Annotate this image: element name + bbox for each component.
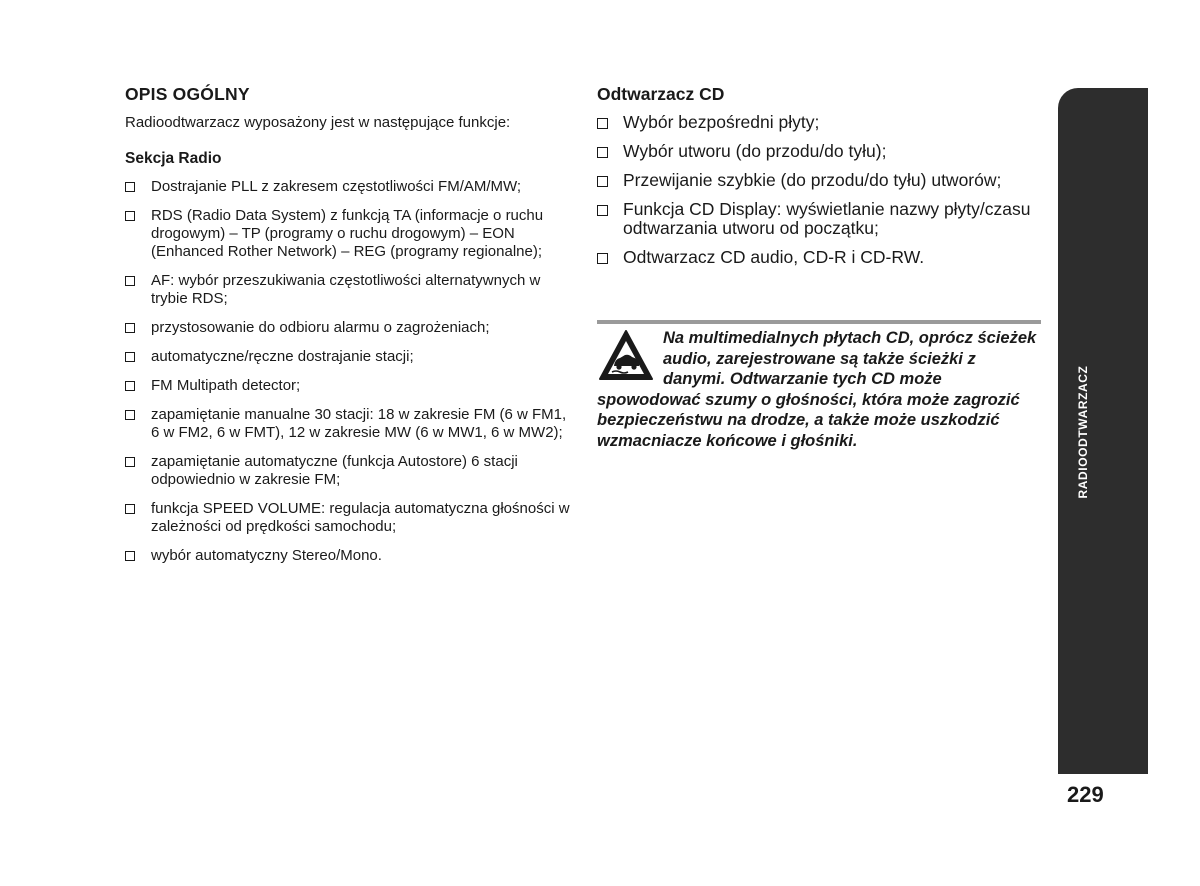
list-item: funkcja SPEED VOLUME: regulacja automatyczna głośności w zależności od prędkości samochodu;	[125, 500, 575, 536]
warning-text-block	[597, 328, 1037, 451]
list-item: zapamiętanie automatyczne (funkcja Autostore) 6 stacji odpowiednio w zakresie FM;	[125, 453, 575, 489]
checkbox-bullet-icon	[125, 323, 135, 333]
checkbox-bullet-icon	[597, 118, 608, 129]
list-item: RDS (Radio Data System) z funkcją TA (informacje o ruchu drogowym) – TP (programy o ruchu drogowym) – EON (Enhanced Rother Network) – REG (programy regionalne);	[125, 207, 575, 261]
list-item: przystosowanie do odbioru alarmu o zagrożeniach;	[125, 319, 575, 337]
checkbox-bullet-icon	[125, 381, 135, 391]
checkbox-bullet-icon	[125, 457, 135, 467]
checkbox-bullet-icon	[597, 205, 608, 216]
warning-divider	[597, 320, 1041, 324]
checkbox-bullet-icon	[597, 176, 608, 187]
list-item: zapamiętanie manualne 30 stacji: 18 w zakresie FM (6 w FM1, 6 w FM2, 6 w FMT), 12 w zakresie MW (6 w MW1, 6 w MW2);	[125, 406, 575, 442]
list-item: FM Multipath detector;	[125, 377, 575, 395]
list-item: Odtwarzacz CD audio, CD-R i CD-RW.	[597, 248, 1041, 267]
chapter-side-tab	[1058, 88, 1148, 774]
cd-features-list	[597, 113, 1041, 267]
list-item: Wybór bezpośredni płyty;	[597, 113, 1041, 132]
page-number: 229	[1067, 782, 1104, 807]
list-item: AF: wybór przeszukiwania częstotliwości alternatywnych w trybie RDS;	[125, 272, 575, 308]
checkbox-bullet-icon	[125, 276, 135, 286]
subheading-radio: Sekcja Radio	[125, 150, 222, 167]
chapter-label: RADIOODTWARZACZ	[1076, 365, 1090, 499]
checkbox-bullet-icon	[125, 551, 135, 561]
list-item: automatyczne/ręczne dostrajanie stacji;	[125, 348, 575, 366]
intro-text: Radioodtwarzacz wyposażony jest w następujące funkcje:	[125, 114, 511, 131]
list-item: wybór automatyczny Stereo/Mono.	[125, 547, 575, 565]
right-column	[597, 84, 1041, 277]
cd-player-heading: Odtwarzacz CD	[597, 84, 725, 104]
list-item: Dostrajanie PLL z zakresem częstotliwości FM/AM/MW;	[125, 178, 575, 196]
section-heading: OPIS OGÓLNY	[125, 84, 250, 104]
checkbox-bullet-icon	[125, 504, 135, 514]
checkbox-bullet-icon	[125, 182, 135, 192]
left-column	[125, 84, 575, 576]
checkbox-bullet-icon	[125, 211, 135, 221]
list-item: Przewijanie szybkie (do przodu/do tyłu) utworów;	[597, 171, 1041, 190]
checkbox-bullet-icon	[125, 410, 135, 420]
radio-features-list	[125, 178, 575, 565]
checkbox-bullet-icon	[125, 352, 135, 362]
checkbox-bullet-icon	[597, 147, 608, 158]
warning-text: Na multimedialnych płytach CD, oprócz ścieżek audio, zarejestrowane są także ścieżki z danymi. Odtwarzanie tych CD może spowodować szumy o głośności, która może zagrozić bezpieczeństwu na drodze, a także może uszkodzić wzmacniacze końcowe i głośniki.	[597, 329, 1037, 450]
checkbox-bullet-icon	[597, 253, 608, 264]
list-item: Funkcja CD Display: wyświetlanie nazwy płyty/czasu odtwarzania utworu od początku;	[597, 200, 1041, 238]
list-item: Wybór utworu (do przodu/do tyłu);	[597, 142, 1041, 161]
